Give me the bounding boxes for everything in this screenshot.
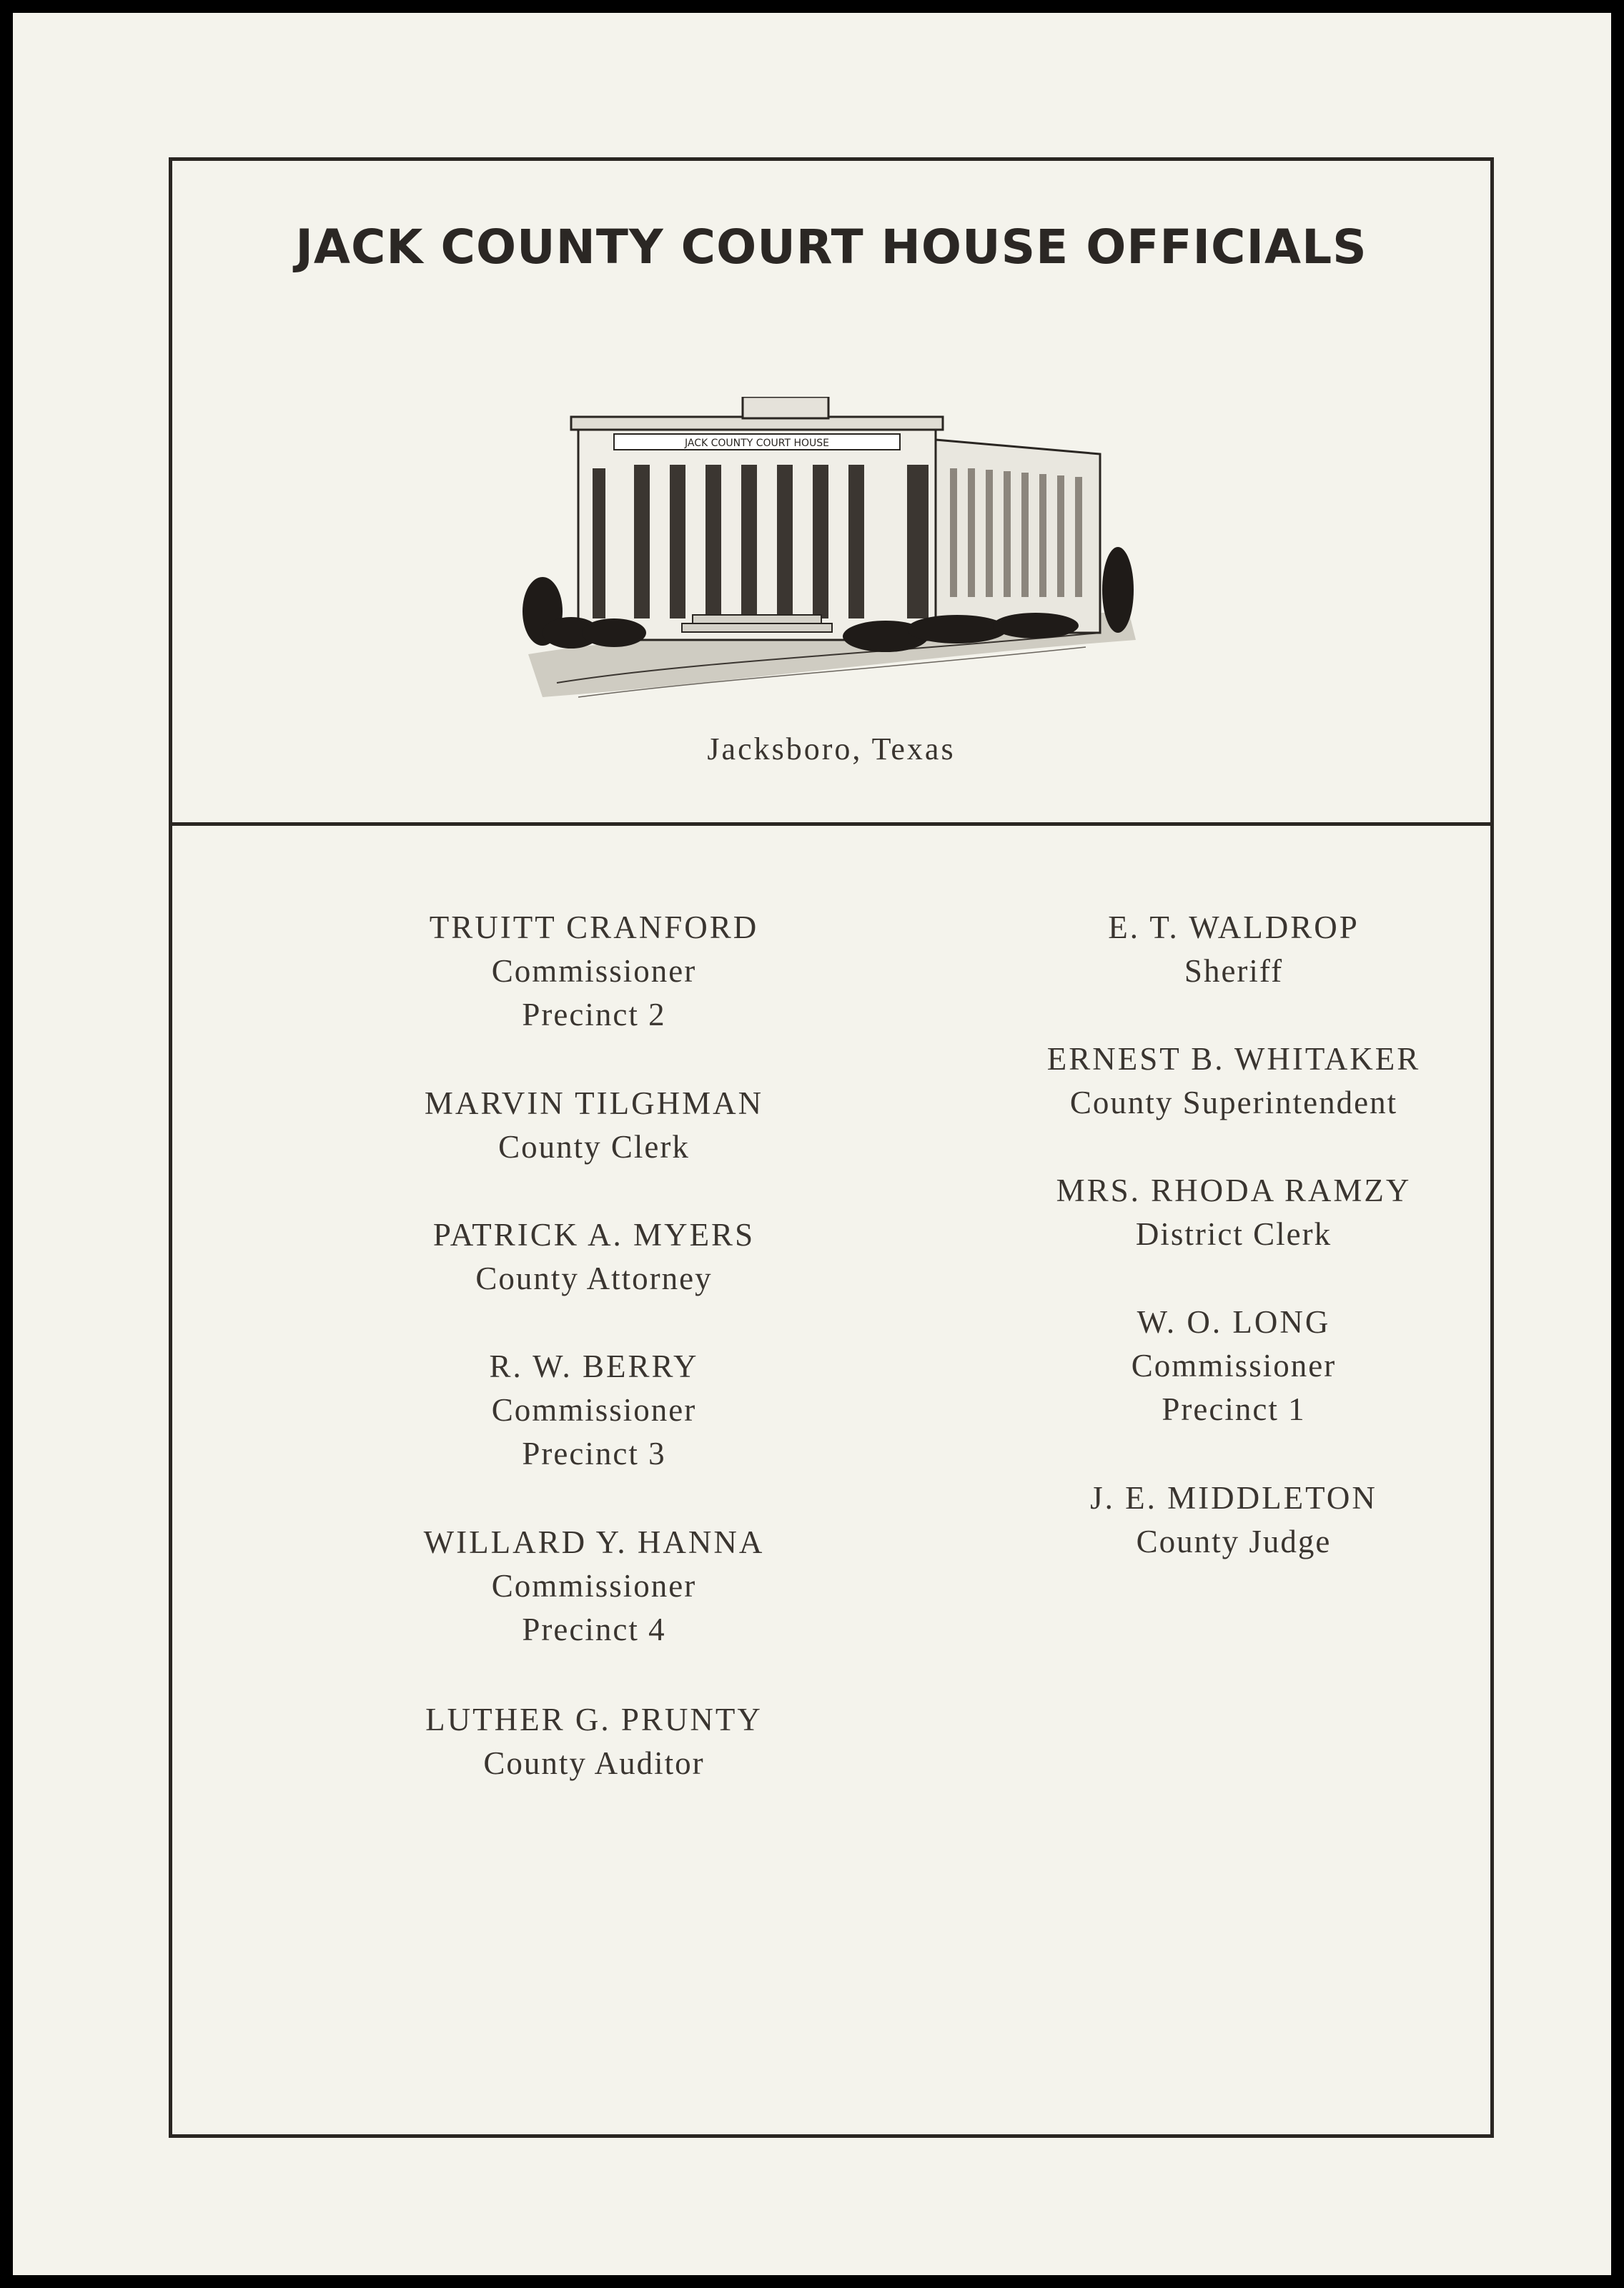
page-title: JACK COUNTY COURT HOUSE OFFICIALS xyxy=(295,220,1367,275)
page xyxy=(13,13,1611,2275)
official-entry xyxy=(344,1345,844,1476)
official-title: Sheriff xyxy=(1184,953,1284,989)
official-name: MARVIN TILGHMAN xyxy=(424,1085,764,1121)
official-name: TRUITT CRANFORD xyxy=(429,909,759,945)
divider xyxy=(172,822,1490,826)
official-title: Commissioner xyxy=(491,953,697,989)
official-title: Commissioner xyxy=(1131,1348,1337,1384)
official-title: Commissioner xyxy=(491,1568,697,1604)
official-precinct: Precinct 1 xyxy=(1162,1391,1306,1427)
official-name: E. T. WALDROP xyxy=(1108,909,1360,945)
official-entry xyxy=(344,1213,844,1301)
official-name: PATRICK A. MYERS xyxy=(432,1217,756,1253)
official-entry xyxy=(984,1037,1484,1125)
official-entry xyxy=(984,1169,1484,1256)
official-title: County Attorney xyxy=(475,1261,713,1296)
official-name: J. E. MIDDLETON xyxy=(1090,1480,1377,1516)
official-name: W. O. LONG xyxy=(1137,1304,1331,1340)
official-name: MRS. RHODA RAMZY xyxy=(1056,1173,1412,1208)
official-entry xyxy=(984,906,1484,993)
official-name: WILLARD Y. HANNA xyxy=(423,1524,765,1560)
official-entry xyxy=(344,1698,844,1785)
official-name: ERNEST B. WHITAKER xyxy=(1046,1041,1421,1077)
official-name: LUTHER G. PRUNTY xyxy=(425,1702,763,1737)
caption: Jacksboro, Texas xyxy=(707,731,956,766)
official-entry xyxy=(984,1476,1484,1564)
official-precinct: Precinct 4 xyxy=(522,1612,666,1647)
border-frame xyxy=(169,157,1494,2138)
courthouse-illustration xyxy=(514,397,1143,719)
official-entry xyxy=(984,1301,1484,1431)
official-title: Commissioner xyxy=(491,1392,697,1428)
official-precinct: Precinct 2 xyxy=(522,997,666,1032)
official-title: County Superintendent xyxy=(1069,1085,1398,1120)
official-title: County Clerk xyxy=(498,1129,690,1165)
official-entry xyxy=(344,1082,844,1169)
official-precinct: Precinct 3 xyxy=(522,1436,666,1471)
official-title: County Auditor xyxy=(483,1745,705,1781)
official-entry xyxy=(344,1521,844,1652)
building-sign: JACK COUNTY COURT HOUSE xyxy=(685,438,829,449)
official-entry xyxy=(344,906,844,1037)
official-name: R. W. BERRY xyxy=(489,1348,699,1384)
official-title: District Clerk xyxy=(1135,1216,1332,1252)
official-title: County Judge xyxy=(1136,1524,1332,1559)
